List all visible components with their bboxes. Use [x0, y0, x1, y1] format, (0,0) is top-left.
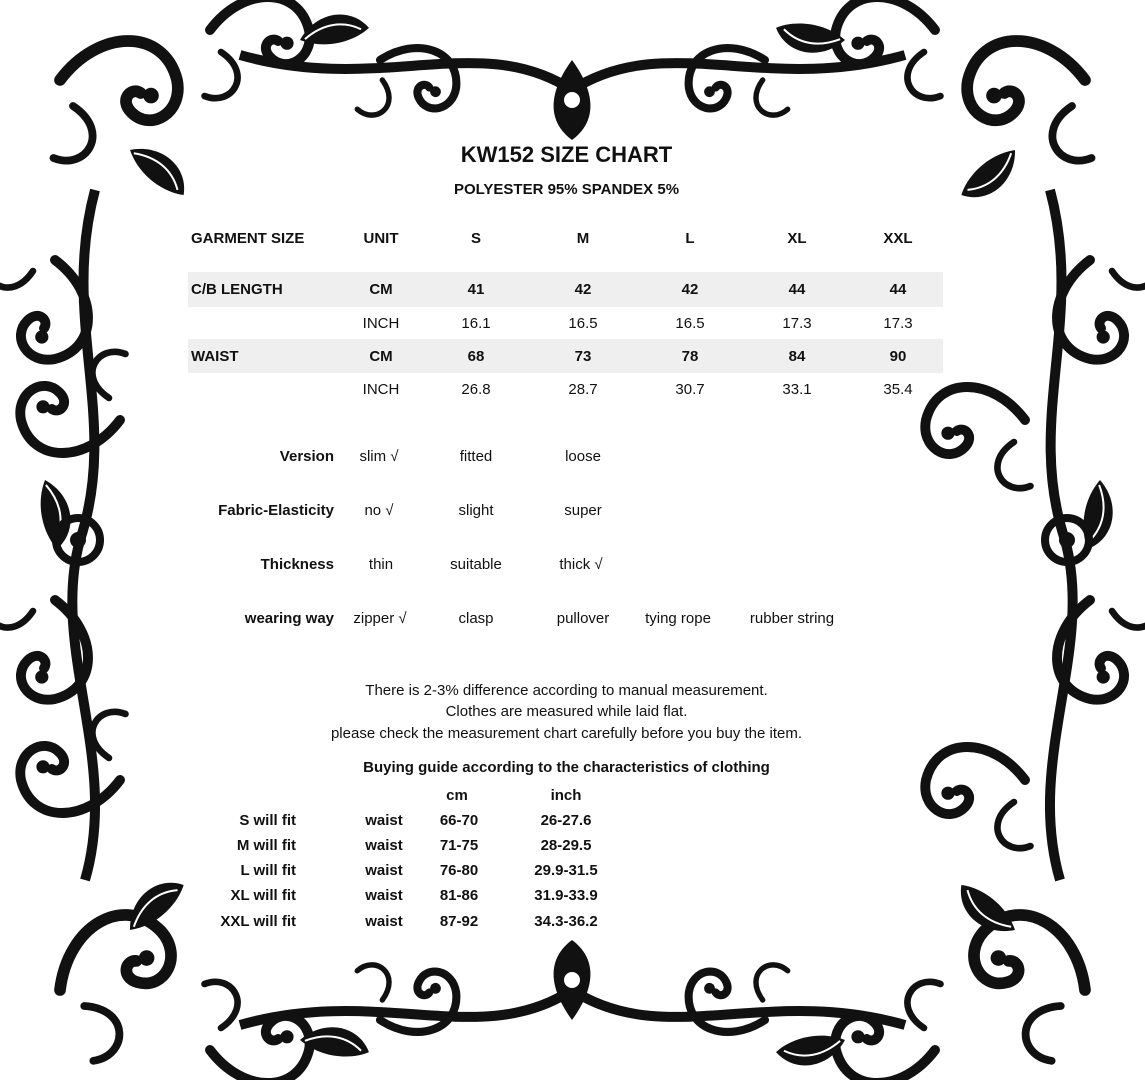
- note-line: There is 2-3% difference according to manual measurement.: [365, 682, 768, 699]
- attribute-option: pullover: [556, 610, 610, 627]
- table-cell: 44: [788, 281, 806, 298]
- attribute-option: clasp: [458, 610, 494, 627]
- guide-part: waist: [365, 862, 403, 879]
- header-unit: UNIT: [363, 230, 399, 247]
- guide-cm: 76-80: [439, 862, 479, 879]
- guide-part: waist: [365, 887, 403, 904]
- attribute-option: slim √: [359, 448, 399, 465]
- table-cell: 78: [681, 348, 699, 365]
- attribute-option: loose: [565, 448, 601, 465]
- attribute-label-elasticity: Fabric-Elasticity: [218, 502, 334, 519]
- guide-cm: 87-92: [439, 913, 479, 930]
- guide-cm: 71-75: [439, 837, 479, 854]
- guide-size: XXL will fit: [220, 913, 296, 930]
- table-cell: 30.7: [675, 381, 705, 398]
- guide-header-inch: inch: [550, 787, 582, 804]
- header-size-xxl: XXL: [883, 230, 913, 247]
- guide-cm: 81-86: [439, 887, 479, 904]
- attribute-option: tying rope: [645, 610, 711, 627]
- row-unit: INCH: [362, 381, 400, 398]
- table-cell: 16.5: [568, 315, 598, 332]
- row-label: WAIST: [191, 348, 239, 365]
- attribute-label-thickness: Thickness: [260, 556, 334, 573]
- guide-size: L will fit: [240, 862, 296, 879]
- table-cell: 33.1: [782, 381, 812, 398]
- header-size-m: M: [576, 230, 590, 247]
- guide-inch: 28-29.5: [540, 837, 592, 854]
- guide-size: XL will fit: [230, 887, 296, 904]
- row-unit: INCH: [362, 315, 400, 332]
- guide-size: S will fit: [239, 812, 296, 829]
- guide-inch: 31.9-33.9: [534, 887, 598, 904]
- table-cell: 41: [467, 281, 485, 298]
- table-cell: 17.3: [782, 315, 812, 332]
- table-cell: 42: [681, 281, 699, 298]
- table-cell: 68: [467, 348, 485, 365]
- guide-size: M will fit: [236, 837, 296, 854]
- attribute-option: zipper √: [353, 610, 407, 627]
- attribute-label-wearing-way: wearing way: [244, 610, 334, 627]
- guide-part: waist: [365, 812, 403, 829]
- table-cell: 35.4: [883, 381, 913, 398]
- header-size-l: L: [685, 230, 695, 247]
- row-unit: CM: [369, 348, 393, 365]
- attribute-label-version: Version: [279, 448, 334, 465]
- table-row-shade: [188, 272, 943, 307]
- table-cell: 42: [574, 281, 592, 298]
- guide-cm: 66-70: [439, 812, 479, 829]
- page-title: KW152 SIZE CHART: [460, 142, 673, 167]
- attribute-option: no √: [364, 502, 394, 519]
- note-line: please check the measurement chart carefully before you buy the item.: [330, 725, 803, 742]
- attribute-option: thin: [368, 556, 394, 573]
- table-cell: 84: [788, 348, 806, 365]
- attribute-option: suitable: [450, 556, 502, 573]
- table-cell: 28.7: [568, 381, 598, 398]
- header-size-s: S: [470, 230, 482, 247]
- guide-inch: 29.9-31.5: [534, 862, 598, 879]
- table-row-shade: [188, 339, 943, 373]
- table-cell: 17.3: [883, 315, 913, 332]
- table-cell: 90: [889, 348, 907, 365]
- row-label: C/B LENGTH: [191, 281, 283, 298]
- table-cell: 26.8: [461, 381, 491, 398]
- guide-header-cm: cm: [446, 787, 468, 804]
- attribute-option: rubber string: [749, 610, 835, 627]
- note-line: Clothes are measured while laid flat.: [445, 703, 688, 720]
- buying-guide-title: Buying guide according to the characteristics of clothing: [363, 759, 770, 776]
- guide-part: waist: [365, 837, 403, 854]
- guide-part: waist: [365, 913, 403, 930]
- guide-inch: 34.3-36.2: [534, 913, 598, 930]
- table-cell: 16.5: [675, 315, 705, 332]
- table-cell: 16.1: [461, 315, 491, 332]
- guide-inch: 26-27.6: [540, 812, 592, 829]
- page-subtitle: POLYESTER 95% SPANDEX 5%: [453, 181, 680, 198]
- table-cell: 73: [574, 348, 592, 365]
- header-garment-size: GARMENT SIZE: [191, 230, 305, 247]
- attribute-option: super: [564, 502, 602, 519]
- table-cell: 44: [889, 281, 907, 298]
- header-size-xl: XL: [787, 230, 807, 247]
- attribute-option: fitted: [459, 448, 493, 465]
- row-unit: CM: [369, 281, 393, 298]
- attribute-option: thick √: [559, 556, 603, 573]
- attribute-option: slight: [458, 502, 494, 519]
